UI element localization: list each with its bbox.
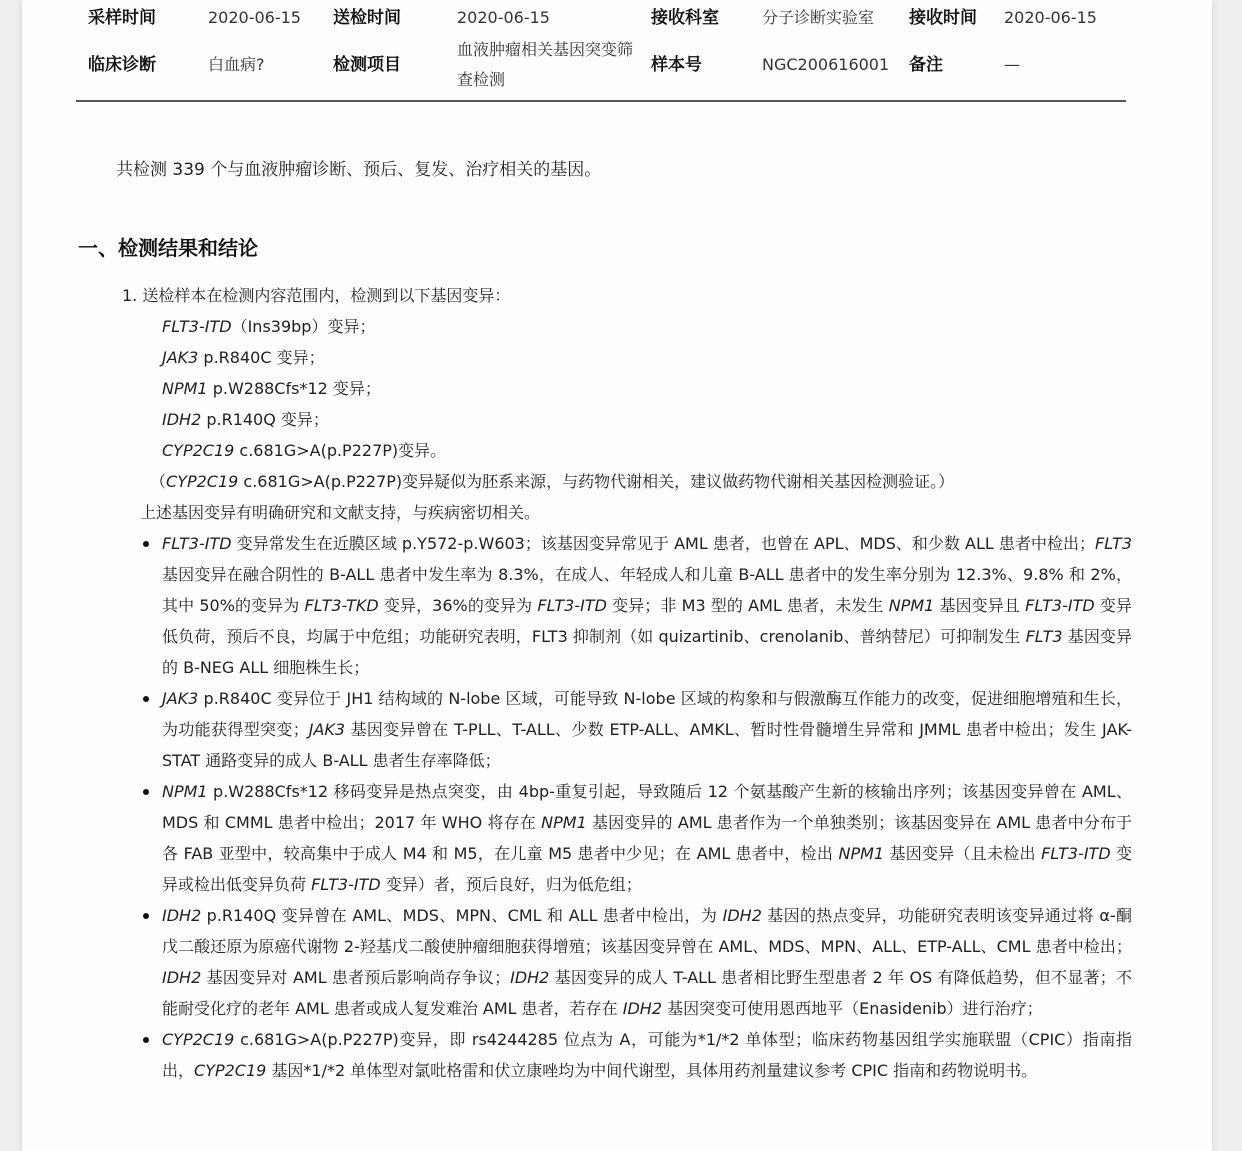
label-sampling-time: 采样时间: [88, 8, 156, 28]
gene-name: CYP2C19: [166, 472, 239, 491]
gene-name: NPM1: [162, 782, 208, 801]
gene-name: CYP2C19: [162, 441, 235, 460]
intro-text: 共检测 339 个与血液肿瘤诊断、预后、复发、治疗相关的基因。: [116, 160, 602, 180]
gene-name: FLT3-ITD: [162, 317, 232, 336]
variant-line: NPM1 p.W288Cfs*12 变异；: [162, 379, 381, 398]
item-1-heading: 1. 送检样本在检测内容范围内，检测到以下基因变异：: [122, 286, 511, 305]
gene-name: FLT3: [1095, 534, 1132, 553]
label-receiving-dept: 接收科室: [651, 8, 719, 28]
gene-name: IDH2: [622, 999, 663, 1018]
bullet-npm1: NPM1 p.W288Cfs*12 移码变异是热点突变，由 4bp-重复引起，导致随后 12 个氨基酸产生新的核输出序列；该基因变异曾在 AML、MDS 和 CMML 患者中检出；2017 年 WHO 将存在 NPM1 基因变异的 AML 患者作为一个单独类别；该基因变异在 AML 患者中分布于各 FAB 亚型中，较高集中于成人 M4 和 M5，在儿童 M5 患者中少见；在 AML 患者中，检出 NPM1 基因变异（且未检出 FLT3-ITD 变异或检出低变异负荷 FLT3-ITD 变异）者，预后良好，归为低危组；: [122, 776, 1132, 900]
report-page: [22, 0, 1212, 1151]
variant-line: JAK3 p.R840C 变异；: [162, 348, 325, 367]
summary-text: 上述基因变异有明确研究和文献支持，与疾病密切相关。: [140, 503, 541, 522]
gene-name: JAK3: [162, 689, 199, 708]
value-receiving-time: 2020-06-15: [1004, 8, 1097, 27]
results-content: [122, 280, 1132, 1086]
value-receiving-dept: 分子诊断实验室: [762, 8, 875, 27]
value-submission-time: 2020-06-15: [457, 8, 550, 27]
gene-name: NPM1: [838, 844, 885, 863]
gene-name: JAK3: [162, 348, 199, 367]
gene-name: IDH2: [162, 906, 202, 925]
gene-name: FLT3-ITD: [162, 534, 232, 553]
gene-name: IDH2: [722, 906, 762, 925]
report-header-table: [76, 0, 1126, 102]
gene-name: NPM1: [541, 813, 587, 832]
variant-line: IDH2 p.R140Q 变异；: [162, 410, 329, 429]
value-sampling-time: 2020-06-15: [208, 8, 301, 27]
gene-name: CYP2C19: [194, 1061, 267, 1080]
bullet-cyp2c19: CYP2C19 c.681G>A(p.P227P)变异，即 rs4244285 位点为 A，可能为*1/*2 单体型；临床药物基因组学实施联盟（CPIC）指南指出，CYP2C19 基因*1/*2 单体型对氯吡格雷和伏立康唑均为中间代谢型，具体用药剂量建议参考 CPIC 指南和药物说明书。: [122, 1024, 1132, 1086]
gene-name: CYP2C19: [162, 1030, 235, 1049]
gene-name: FLT3: [1025, 627, 1063, 646]
bullet-idh2: IDH2 p.R140Q 变异曾在 AML、MDS、MPN、CML 和 ALL 患者中检出，为 IDH2 基因的热点变异，功能研究表明该变异通过将 α-酮戊二酸还原为原癌代谢物 2-羟基戊二酸使肿瘤细胞获得增殖；该基因变异曾在 AML、MDS、MPN、ALL、ETP-ALL、CML 患者中检出；IDH2 基因变异对 AML 患者预后影响尚存争议；IDH2 基因变异的成人 T-ALL 患者相比野生型患者 2 年 OS 有降低趋势，但不显著；不能耐受化疗的老年 AML 患者或成人复发难治 AML 患者，若存在 IDH2 基因突变可使用恩西地平（Enasidenib）进行治疗；: [122, 900, 1132, 1024]
label-remarks: 备注: [909, 55, 943, 75]
value-clinical-diagnosis: 白血病?: [208, 55, 265, 74]
gene-name: IDH2: [162, 410, 202, 429]
gene-name: JAK3: [308, 720, 346, 739]
variant-line: FLT3-ITD（Ins39bp）变异；: [162, 317, 376, 336]
gene-name: FLT3-TKD: [304, 596, 379, 615]
gene-name: NPM1: [888, 596, 935, 615]
gene-name: IDH2: [162, 968, 202, 987]
value-sample-number: NGC200616001: [762, 55, 890, 74]
label-receiving-time: 接收时间: [909, 8, 977, 28]
label-test-item: 检测项目: [333, 55, 401, 75]
value-test-item: 血液肿瘤相关基因突变筛查检测: [457, 40, 634, 89]
gene-name: FLT3-ITD: [1025, 596, 1095, 615]
gene-name: FLT3-ITD: [537, 596, 607, 615]
variant-line: CYP2C19 c.681G>A(p.P227P)变异。: [162, 441, 447, 460]
label-sample-number: 样本号: [651, 55, 702, 75]
value-remarks: —: [1004, 55, 1020, 74]
gene-name: IDH2: [510, 968, 550, 987]
germline-note: （CYP2C19 c.681G>A(p.P227P)变异疑似为胚系来源，与药物代谢相关，建议做药物代谢相关基因检测验证。）: [150, 472, 955, 491]
gene-name: FLT3-ITD: [1041, 844, 1111, 863]
label-submission-time: 送检时间: [333, 8, 401, 28]
gene-name: FLT3-ITD: [311, 875, 381, 894]
section-title: 一、检测结果和结论: [78, 236, 258, 260]
gene-name: NPM1: [162, 379, 208, 398]
bullet-jak3: JAK3 p.R840C 变异位于 JH1 结构域的 N-lobe 区域，可能导致 N-lobe 区域的构象和与假激酶互作能力的改变，促进细胞增殖和生长，为功能获得型突变；JAK3 基因变异曾在 T-PLL、T-ALL、少数 ETP-ALL、AMKL、暂时性骨髓增生异常和 JMML 患者中检出；发生 JAK-STAT 通路变异的成人 B-ALL 患者生存率降低；: [122, 683, 1132, 776]
bullet-flt3: FLT3-ITD 变异常发生在近膜区域 p.Y572-p.W603；该基因变异常见于 AML 患者，也曾在 APL、MDS、和少数 ALL 患者中检出；FLT3 基因变异在融合阴性的 B-ALL 患者中发生率为 8.3%，在成人、年轻成人和儿童 B-ALL 患者中的发生率分别为 12.3%、9.8% 和 2%，其中 50%的变异为 FLT3-TKD 变异，36%的变异为 FLT3-ITD 变异；非 M3 型的 AML 患者，未发生 NPM1 基因变异且 FLT3-ITD 变异低负荷，预后不良，均属于中危组；功能研究表明，FLT3 抑制剂（如 quizartinib、crenolanib、普纳替尼）可抑制发生 FLT3 基因变异的 B-NEG ALL 细胞株生长；: [122, 528, 1132, 683]
label-clinical-diagnosis: 临床诊断: [88, 55, 156, 75]
